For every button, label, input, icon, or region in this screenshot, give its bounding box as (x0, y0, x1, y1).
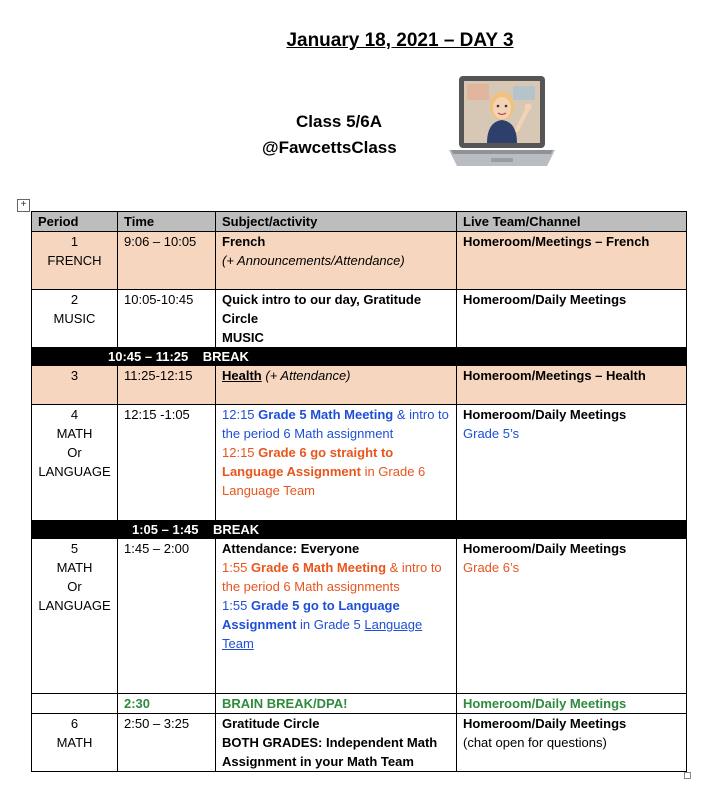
table-move-handle-icon[interactable]: + (17, 199, 30, 212)
class-handle: @FawcettsClass (262, 138, 397, 157)
table-row-period-5 (32, 539, 687, 694)
period-cell: 3 (32, 366, 118, 405)
subject-cell (216, 290, 457, 348)
channel-main: Homeroom/Daily Meetings (463, 407, 627, 422)
table-row-period-2 (32, 290, 687, 348)
channel-cell (457, 539, 687, 694)
time-cell: 12:15 -1:05 (118, 405, 216, 521)
grade6-instruction: 1:55 Grade 6 Math Meeting & intro to the period 6 Math assignments (222, 560, 442, 594)
period-number: 1 (70, 234, 79, 249)
table-row-period-4 (32, 405, 687, 521)
channel-cell (457, 714, 687, 772)
break-time: 1:05 – 1:45 (132, 522, 199, 537)
period-subject: FRENCH (47, 253, 102, 268)
subject-main: Health (222, 368, 262, 383)
grade5-instruction: 12:15 Grade 5 Math Meeting & intro to the period 6 Math assignment (222, 407, 449, 441)
channel-note: (chat open for questions) (463, 735, 607, 750)
table-row-period-3 (32, 366, 687, 405)
time-cell: 9:06 – 10:05 (118, 232, 216, 290)
time-cell: 10:05-10:45 (118, 290, 216, 348)
period-cell (32, 232, 118, 290)
break-label: BREAK (212, 522, 260, 537)
channel-grade: Grade 6’s (463, 560, 520, 575)
period-number: 4 (70, 407, 79, 422)
period-or: Or (67, 445, 82, 460)
time-cell: 1:45 – 2:00 (118, 539, 216, 694)
period-cell (32, 290, 118, 348)
period-number: 5 (70, 541, 79, 556)
schedule-table (31, 211, 687, 772)
attendance-note: Attendance: Everyone (222, 541, 360, 556)
table-header-row (32, 212, 687, 232)
period-subject: MATH (56, 735, 93, 750)
period-cell (32, 694, 118, 714)
break-label: BREAK (202, 349, 249, 364)
time-cell: 2:30 (118, 694, 216, 714)
channel-cell: Homeroom/Daily Meetings (457, 290, 687, 348)
subject-extra: BOTH GRADES: Independent Math Assignment in your Math Team (222, 735, 438, 769)
period-number: 6 (70, 716, 79, 731)
subject-cell: BRAIN BREAK/DPA! (216, 694, 457, 714)
period-subject: MATH (56, 426, 93, 441)
grade6-instruction: 12:15 Grade 6 go straight to Language Assignment in Grade 6 Language Team (222, 445, 426, 498)
channel-main: Homeroom/Daily Meetings (463, 541, 627, 556)
period-subject-alt: LANGUAGE (38, 598, 111, 613)
subject-extra: MUSIC (222, 330, 264, 345)
break-cell (32, 521, 687, 539)
subject-cell (216, 405, 457, 521)
channel-cell: Homeroom/Meetings – French (457, 232, 687, 290)
page-title: January 18, 2021 – DAY 3 (286, 30, 514, 51)
period-cell (32, 405, 118, 521)
channel-main: Homeroom/Daily Meetings (463, 716, 627, 731)
period-or: Or (67, 579, 82, 594)
break-time: 10:45 – 11:25 (108, 349, 189, 364)
subject-cell (216, 539, 457, 694)
class-name: Class 5/6A (296, 112, 382, 131)
language-team-link[interactable]: Language Team (222, 617, 423, 651)
period-subject-alt: LANGUAGE (38, 464, 111, 479)
table-row-brain-break (32, 694, 687, 714)
column-header-time: Time (118, 212, 216, 232)
period-number: 2 (70, 292, 79, 307)
subject-cell (216, 232, 457, 290)
table-row-period-1 (32, 232, 687, 290)
channel-cell: Homeroom/Meetings – Health (457, 366, 687, 405)
laptop-bitmoji-icon (447, 70, 557, 175)
break-cell (32, 348, 687, 366)
subject-main: French (222, 234, 266, 249)
period-subject: MATH (56, 560, 93, 575)
subject-main: Gratitude Circle (222, 716, 320, 731)
column-header-channel: Live Team/Channel (457, 212, 687, 232)
subject-cell (216, 366, 457, 405)
subject-note: (+ Announcements/Attendance) (222, 253, 405, 268)
column-header-subject: Subject/activity (216, 212, 457, 232)
subject-cell (216, 714, 457, 772)
channel-grade: Grade 5’s (463, 426, 520, 441)
break-row-2 (32, 521, 687, 539)
table-row-period-6 (32, 714, 687, 772)
time-cell: 11:25-12:15 (118, 366, 216, 405)
break-row-1 (32, 348, 687, 366)
period-subject: MUSIC (53, 311, 96, 326)
channel-cell (457, 405, 687, 521)
time-cell: 2:50 – 3:25 (118, 714, 216, 772)
subject-note: (+ Attendance) (265, 368, 351, 383)
channel-cell: Homeroom/Daily Meetings (457, 694, 687, 714)
column-header-period: Period (32, 212, 118, 232)
subject-main: Quick intro to our day, Gratitude Circle (222, 292, 422, 326)
table-resize-handle[interactable] (684, 772, 691, 779)
period-cell (32, 539, 118, 694)
period-cell (32, 714, 118, 772)
grade5-instruction: 1:55 Grade 5 go to Language Assignment in Grade 5 Language Team (222, 598, 423, 651)
